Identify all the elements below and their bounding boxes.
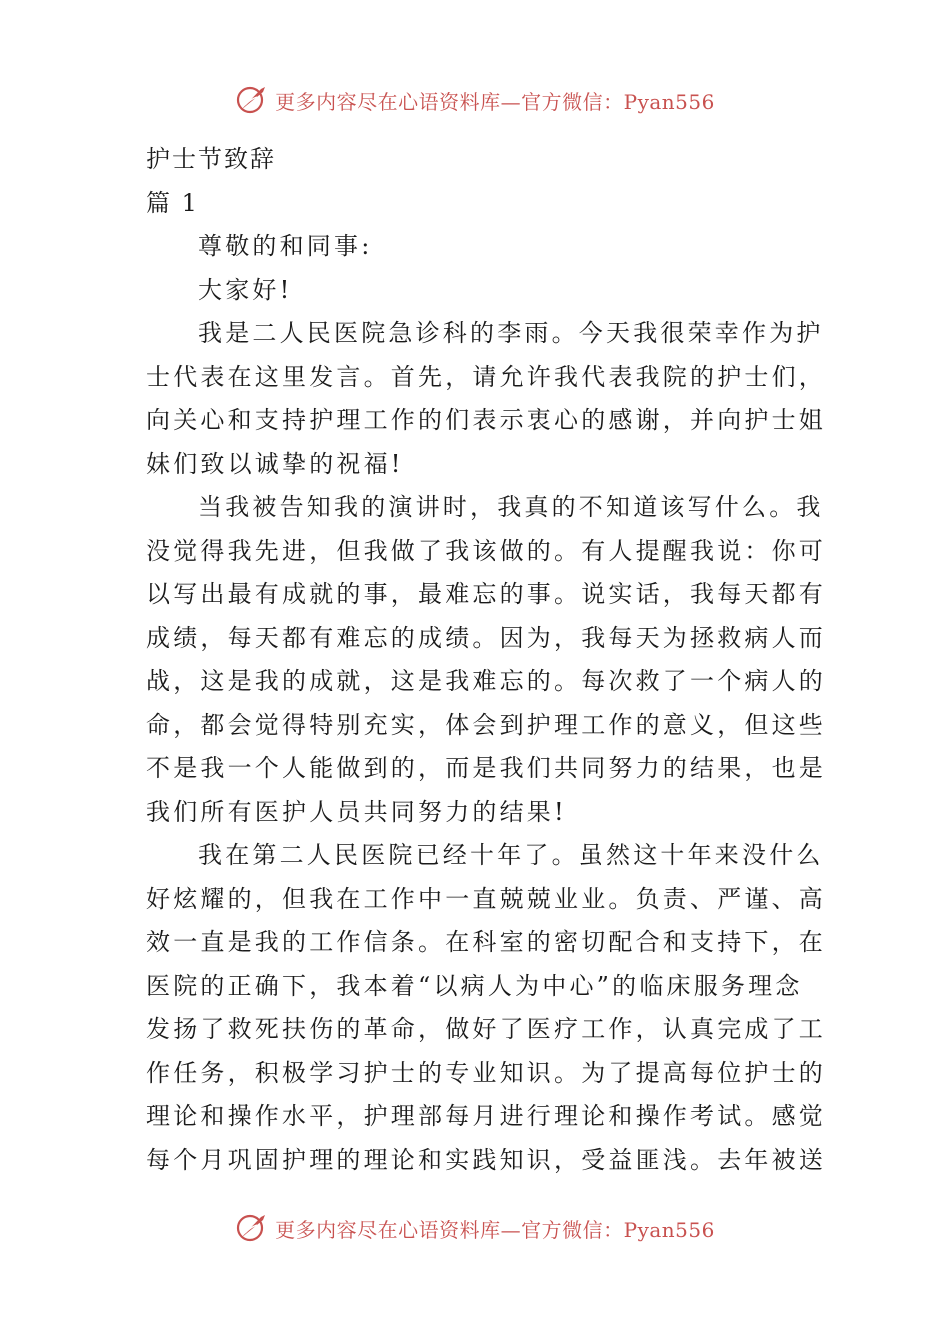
text-line: 理论和操作水平，护理部每月进行理论和操作考试。感觉	[146, 1102, 826, 1130]
text-line: 我在第二人民医院已经十年了。虽然这十年来没什么	[198, 841, 824, 869]
text-line: 我是二人民医院急诊科的李雨。今天我很荣幸作为护	[198, 319, 824, 347]
text-line: 向关心和支持护理工作的们表示衷心的感谢，并向护士姐	[146, 406, 826, 434]
text-line: 好炫耀的，但我在工作中一直兢兢业业。负责、严谨、高	[146, 884, 826, 913]
text-line: 妹们致以诚挚的祝福!	[146, 449, 404, 478]
text-line: 成绩，每天都有难忘的成绩。因为，我每天为拯救病人而	[146, 623, 826, 652]
document-title: 护士节致辞	[146, 145, 276, 173]
document-body	[146, 138, 826, 1182]
text-line: 效一直是我的工作信条。在科室的密切配合和支持下，在	[146, 928, 826, 956]
header-banner	[0, 80, 950, 120]
text-line: 尊敬的和同事:	[198, 232, 373, 260]
text-line: 命，都会觉得特别充实，体会到护理工作的意义，但这些	[146, 710, 826, 739]
text-line: 不是我一个人能做到的，而是我们共同努力的结果，也是	[146, 754, 826, 782]
header-banner-text: 更多内容尽在心语资料库—官方微信：Pyan556	[275, 89, 715, 114]
text-line: 我们所有医护人员共同努力的结果!	[146, 797, 567, 826]
text-line: 士代表在这里发言。首先，请允许我代表我院的护士们，	[146, 362, 826, 391]
text-line: 作任务，积极学习护士的专业知识。为了提高每位护士的	[146, 1058, 826, 1087]
text-line: 大家好!	[198, 275, 293, 304]
text-line: 战，这是我的成就，这是我难忘的。每次救了一个病人的	[146, 667, 826, 695]
text-line: 没觉得我先进，但我做了我该做的。有人提醒我说：你可	[146, 536, 826, 565]
quill-logo-icon	[235, 83, 269, 117]
text-line: 医院的正确下，我本着“以病人为中心”的临床服务理念	[146, 971, 803, 1000]
text-line: 以写出最有成就的事，最难忘的事。说实话，我每天都有	[146, 580, 826, 608]
footer-banner-inner	[235, 1211, 715, 1245]
section-heading: 篇 1	[146, 188, 199, 217]
text-line: 当我被告知我的演讲时，我真的不知道该写什么。我	[198, 493, 824, 521]
footer-banner-text: 更多内容尽在心语资料库—官方微信：Pyan556	[275, 1217, 715, 1242]
paragraph-lines	[146, 225, 826, 1182]
text-line: 发扬了救死扶伤的革命，做好了医疗工作，认真完成了工	[146, 1015, 826, 1043]
quill-logo-icon	[235, 1211, 269, 1245]
text-line: 每个月巩固护理的理论和实践知识，受益匪浅。去年被送	[146, 1145, 826, 1174]
header-banner-inner	[235, 83, 715, 117]
footer-banner	[0, 1208, 950, 1248]
